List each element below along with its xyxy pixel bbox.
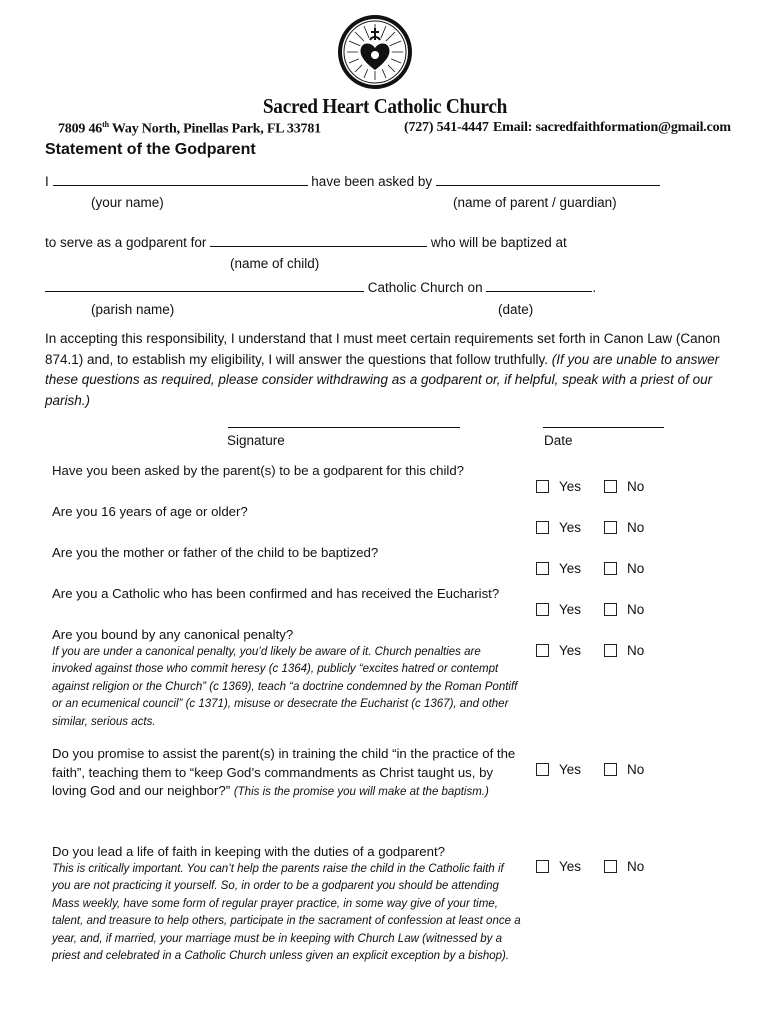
question-6-yes[interactable]: Yes — [536, 762, 581, 777]
your-name-field[interactable] — [53, 172, 308, 186]
checkbox-icon[interactable] — [536, 860, 549, 873]
question-5-no[interactable]: No — [604, 643, 644, 658]
question-7-note: This is critically important. You can’t help the parents raise the child in the Catholic faith if you are not practicing it yourself. So, in order to be a godparent you should be attending Mass weekly, have some form of regular prayer practice, in some way give of your time, talent, and treasure to help others, participate in the sacrament of confession at least once a year, and, if married, your marriage must be in keeping with Church Law (witnessed by a priest and celebrated in a Catholic Church unless given an explicit exception by a bishop). — [52, 862, 521, 962]
checkbox-icon[interactable] — [536, 763, 549, 776]
question-1-yes[interactable]: Yes — [536, 479, 581, 494]
form-title: Statement of the Godparent — [45, 141, 256, 158]
checkbox-icon[interactable] — [536, 562, 549, 575]
church-email: Email: sacredfaithformation@gmail.com — [493, 120, 731, 135]
parent-name-field[interactable] — [436, 172, 660, 186]
checkbox-icon[interactable] — [536, 480, 549, 493]
signature-label: Signature — [227, 433, 285, 448]
church-phone: (727) 541-4447 — [404, 120, 489, 135]
date-caption: (date) — [498, 302, 534, 317]
checkbox-icon[interactable] — [604, 603, 617, 616]
checkbox-icon[interactable] — [536, 521, 549, 534]
parish-name-caption: (parish name) — [91, 302, 175, 317]
question-5-yes[interactable]: Yes — [536, 643, 581, 658]
question-2-no[interactable]: No — [604, 520, 644, 535]
question-6: Do you promise to assist the parent(s) in training the child “in the practice of the faith”, teaching them to “keep God’s commandments as Christ taught us, by loving God and our neighbor?” (This is the promise you will make at the baptism.) — [52, 746, 516, 798]
question-7: Do you lead a life of faith in keeping with the duties of a godparent? This is critically important. You can’t help the parents raise the child in the Catholic faith if you are not practicing it yourself. So, in order to be a godparent you should be attending Mass weekly, have some form of regular prayer practice, in some way give of your time, talent, and treasure to help others, participate in the sacrament of confession at least once a year, and, if married, your marriage must be in keeping with Church Law (witnessed by a priest and celebrated in a Catholic Church unless given an explicit exception by a bishop). — [52, 843, 522, 966]
parish-name-field[interactable] — [45, 278, 364, 292]
checkbox-icon[interactable] — [604, 521, 617, 534]
signature-field[interactable] — [228, 426, 460, 428]
checkbox-icon[interactable] — [604, 562, 617, 575]
question-3-no[interactable]: No — [604, 561, 644, 576]
question-5: Are you bound by any canonical penalty? If you are under a canonical penalty, you’d likely be aware of it. Church penalties are invoked against those who commit heresy (c 1364), publicly “excites hatred or contempt against religion or the Church” (c 1369), teach “a doctrine condemned by the Roman Pontiff or an ecumenical council” (c 1371), misuse or desecrate the Eucharist (c 1367), and other similar, serious acts. — [52, 626, 522, 731]
your-name-caption: (your name) — [91, 195, 164, 210]
checkbox-icon[interactable] — [604, 763, 617, 776]
date-label: Date — [544, 433, 573, 448]
church-address: 7809 46th Way North, Pinellas Park, FL 33781 — [58, 120, 321, 137]
question-1-no[interactable]: No — [604, 479, 644, 494]
question-7-no[interactable]: No — [604, 859, 644, 874]
parent-name-caption: (name of parent / guardian) — [453, 195, 617, 210]
question-4-no[interactable]: No — [604, 602, 644, 617]
question-4: Are you a Catholic who has been confirmed and has received the Eucharist? — [52, 586, 500, 601]
signature-date-field[interactable] — [543, 426, 664, 428]
checkbox-icon[interactable] — [604, 644, 617, 657]
question-5-note: If you are under a canonical penalty, you’d likely be aware of it. Church penalties are invoked against those who commit heresy (c 1364), publicly “excites hatred or contempt against religion or the Church” (c 1369), teach “a doctrine condemned by the Roman Pontiff or an ecumenical council” (c 1371), misuse or desecrate the Eucharist (c 1367), and other similar, serious acts. — [52, 645, 518, 728]
checkbox-icon[interactable] — [604, 860, 617, 873]
parish-line: Catholic Church on . — [45, 278, 596, 298]
child-name-field[interactable] — [210, 233, 427, 247]
eligibility-statement: In accepting this responsibility, I understand that I must meet certain requirements set forth in Canon Law (Canon 874.1) and, to establish my eligibility, I will answer the questions that follow truthfully. (If you are unable to answer these questions as required, please consider withdrawing as a godparent or, if helpful, speak with a priest of our parish.) — [45, 331, 721, 408]
question-3-yes[interactable]: Yes — [536, 561, 581, 576]
question-6-no[interactable]: No — [604, 762, 644, 777]
checkbox-icon[interactable] — [604, 480, 617, 493]
question-2-yes[interactable]: Yes — [536, 520, 581, 535]
question-2: Are you 16 years of age or older? — [52, 504, 248, 519]
checkbox-icon[interactable] — [536, 644, 549, 657]
baptism-date-field[interactable] — [486, 278, 592, 292]
checkbox-icon[interactable] — [536, 603, 549, 616]
sacred-heart-seal-icon — [337, 14, 413, 90]
question-1: Have you been asked by the parent(s) to be a godparent for this child? — [52, 463, 464, 478]
child-line: to serve as a godparent for who will be baptized at — [45, 235, 567, 250]
question-4-yes[interactable]: Yes — [536, 602, 581, 617]
church-name: Sacred Heart Catholic Church — [262, 94, 508, 118]
question-7-yes[interactable]: Yes — [536, 859, 581, 874]
name-line: I have been asked by — [45, 172, 660, 192]
child-name-caption: (name of child) — [230, 256, 320, 271]
question-6-note: (This is the promise you will make at the baptism.) — [233, 786, 489, 798]
question-3: Are you the mother or father of the child to be baptized? — [52, 545, 379, 560]
